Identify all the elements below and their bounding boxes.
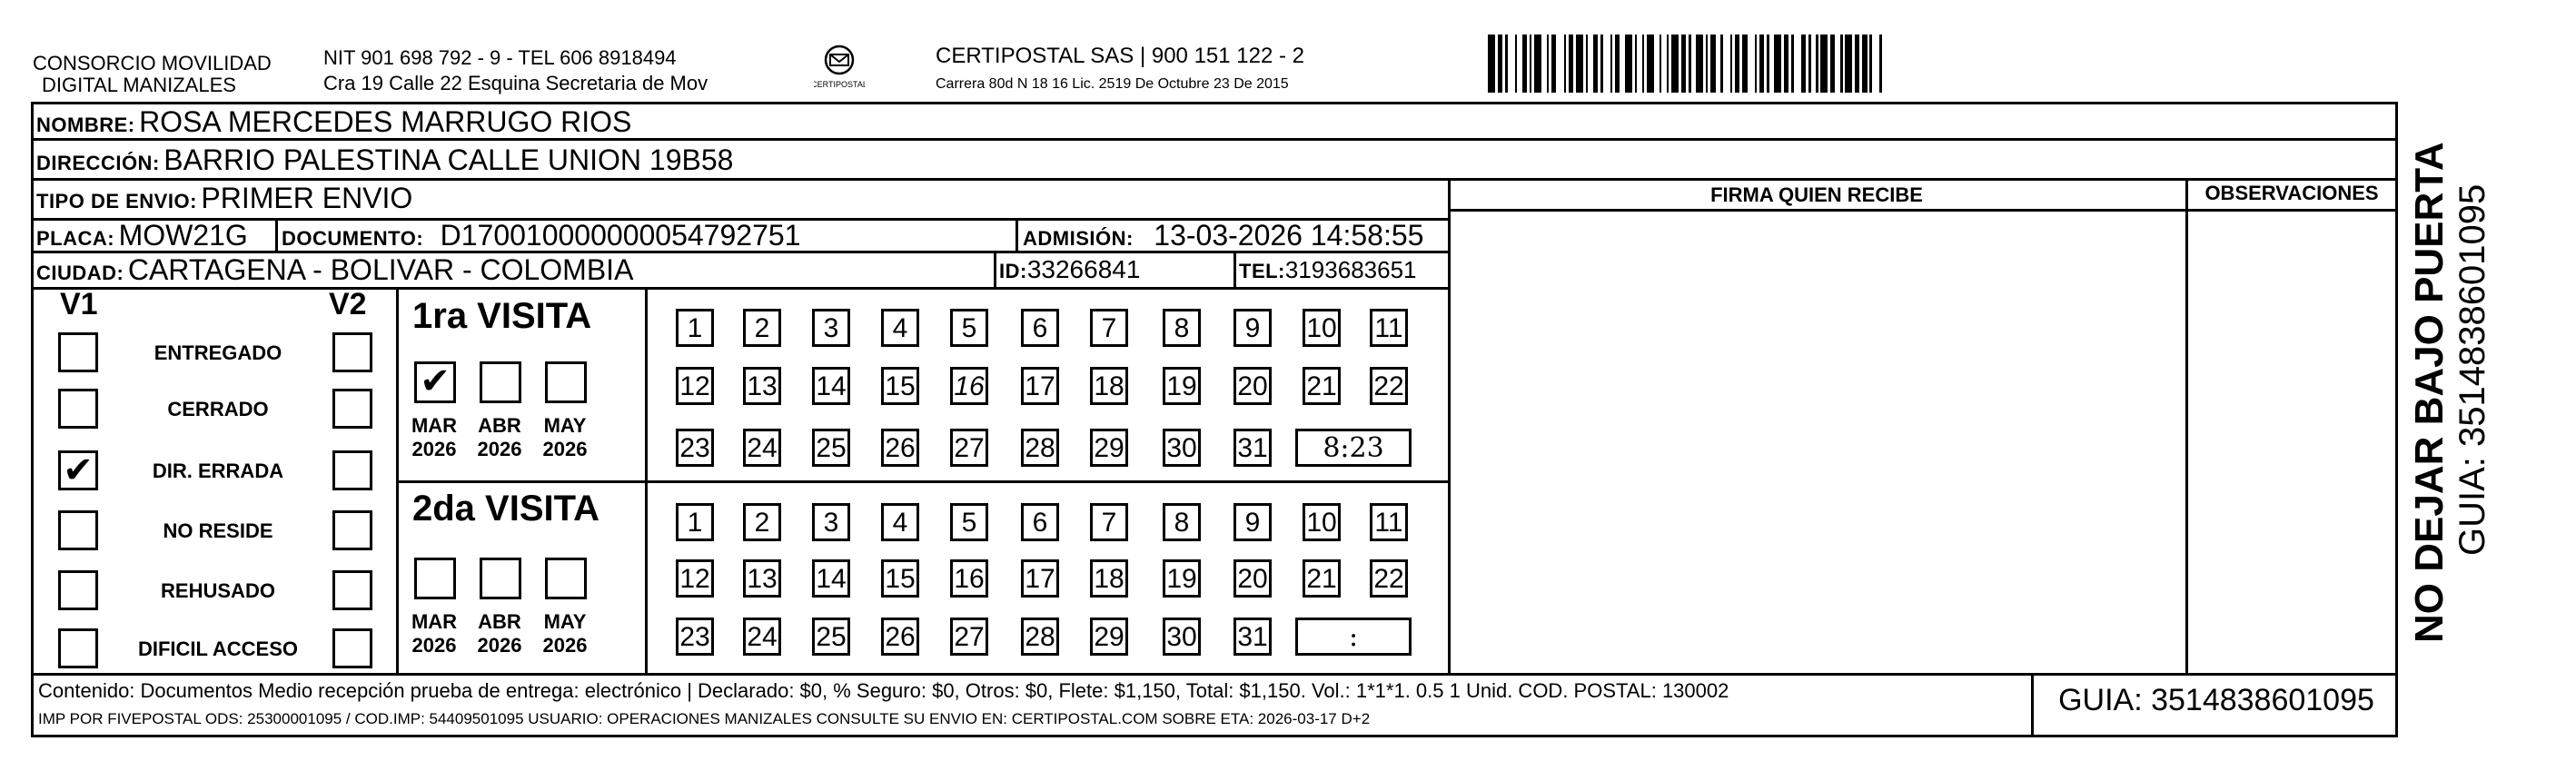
v1-checkbox[interactable]: ✔ — [58, 450, 98, 490]
footer-print-line: IMP POR FIVEPOSTAL ODS: 25300001095 / COD.IMP: 54409501095 USUARIO: OPERACIONES MANIZALES CONSULTE SU ENVIO EN: CERTIPOSTAL.COM SOBRE ETA: 2026-03-17 D+2 — [38, 710, 1371, 727]
barcode-bar — [1625, 35, 1632, 93]
first-visit-day-box[interactable]: 17 — [1021, 367, 1059, 405]
first-visit-day-box[interactable]: 29 — [1090, 429, 1128, 467]
first-visit-day-box[interactable]: 20 — [1234, 367, 1272, 405]
visit-divider — [396, 480, 1448, 483]
direccion-row — [36, 142, 733, 184]
second-visit-day-box[interactable]: 13 — [743, 559, 781, 598]
v1-checkbox[interactable] — [58, 570, 98, 610]
col-divider — [2031, 673, 2034, 737]
certipostal-logo — [814, 42, 865, 96]
first-visit-day-box[interactable]: 12 — [676, 367, 714, 405]
second-visit-month-checkbox[interactable] — [480, 558, 521, 599]
first-visit-day-box[interactable]: 14 — [812, 367, 850, 405]
first-visit-day-box[interactable]: 1 — [676, 309, 714, 347]
barcode-bar — [1671, 35, 1679, 93]
second-visit-day-box[interactable]: 4 — [881, 503, 919, 541]
documento-value: D170010000000054792751 — [440, 219, 801, 252]
second-visit-day-box[interactable]: 10 — [1303, 503, 1341, 541]
v1-checkbox[interactable] — [58, 510, 98, 550]
first-visit-day-box[interactable]: 23 — [676, 429, 714, 467]
second-visit-day-box[interactable]: 22 — [1370, 559, 1408, 598]
second-visit-day-box[interactable]: 29 — [1090, 618, 1128, 656]
barcode-bar — [1576, 35, 1583, 93]
nombre-value: ROSA MERCEDES MARRUGO RIOS — [139, 105, 632, 138]
nombre-row — [36, 104, 631, 146]
side-guia: GUIA: 3514838601095 — [2452, 183, 2492, 556]
status-label: NO RESIDE — [163, 519, 273, 542]
tel-row — [1239, 252, 1417, 292]
col-divider — [1448, 178, 1451, 673]
barcode-bar — [1488, 35, 1495, 93]
id-row — [999, 252, 1140, 292]
v2-checkbox[interactable] — [332, 332, 372, 372]
second-visit-day-box[interactable]: 8 — [1163, 503, 1201, 541]
barcode-bar — [1534, 35, 1541, 93]
footer-content-line: Contenido: Documentos Medio recepción prueba de entrega: electrónico | Declarado: $0, % Seguro: $0, Otros: $0, Flete: $1,150, Total: $1,150. Vol.: 1*1*1. 0.5 1 Unid. COD. POSTAL: 130002 — [38, 679, 1729, 702]
barcode-bar — [1774, 35, 1781, 93]
v1-header: V1 — [60, 287, 98, 321]
barcode-bar — [1508, 35, 1515, 93]
placa-value: MOW21G — [118, 219, 248, 252]
company-address: Cra 19 Calle 22 Esquina Secretaria de Mov — [323, 72, 708, 94]
company-nit: NIT 901 698 792 - 9 - TEL 606 8918494 — [323, 46, 677, 69]
second-visit-day-box[interactable]: 31 — [1234, 618, 1272, 656]
barcode-bar — [1603, 35, 1610, 93]
second-visit-day-box[interactable]: 24 — [743, 618, 781, 656]
admision-value: 13-03-2026 14:58:55 — [1154, 219, 1424, 252]
second-visit-time-box[interactable]: : — [1295, 618, 1412, 656]
first-visit-title: 1ra VISITA — [412, 296, 592, 336]
second-visit-day-box[interactable]: 23 — [676, 618, 714, 656]
second-visit-day-box[interactable]: 14 — [812, 559, 850, 598]
barcode-bar — [1647, 35, 1654, 93]
month-name: ABR — [478, 414, 521, 437]
status-label: DIR. ERRADA — [152, 460, 284, 482]
month-year: 2026 — [477, 634, 522, 657]
month-year: 2026 — [542, 634, 588, 657]
status-label: DIFICIL ACCESO — [137, 637, 298, 660]
second-visit-day-box[interactable]: 30 — [1163, 618, 1201, 656]
v2-checkbox[interactable] — [332, 450, 372, 490]
first-visit-day-box[interactable]: 6 — [1021, 309, 1059, 347]
first-visit-day-box[interactable]: 26 — [881, 429, 919, 467]
certipostal-header: CERTIPOSTAL SAS | 900 151 122 - 2 — [936, 44, 1304, 68]
id-label: ID: — [999, 260, 1027, 282]
month-name: MAY — [543, 610, 587, 633]
col-divider — [2185, 178, 2188, 673]
second-visit-day-box[interactable]: 17 — [1021, 559, 1059, 598]
barcode-bar — [1872, 35, 1879, 93]
second-visit-title: 2da VISITA — [412, 489, 599, 529]
first-visit-day-box[interactable]: 13 — [743, 367, 781, 405]
first-visit-month-label — [472, 414, 527, 461]
ciudad-value: CARTAGENA - BOLIVAR - COLOMBIA — [127, 253, 634, 286]
first-visit-day-box[interactable]: 4 — [881, 309, 919, 347]
first-visit-day-box[interactable]: 31 — [1234, 429, 1272, 467]
v1-checkbox[interactable] — [58, 628, 98, 668]
id-value: 33266841 — [1026, 255, 1141, 283]
first-visit-month-checkbox[interactable] — [480, 361, 521, 403]
company-name-line1: CONSORCIO MOVILIDAD — [33, 52, 272, 74]
month-year: 2026 — [411, 634, 457, 657]
second-visit-day-box[interactable]: 15 — [881, 559, 919, 598]
barcode-bar — [1748, 35, 1755, 93]
second-visit-day-box[interactable]: 28 — [1021, 618, 1059, 656]
barcode-bar — [1794, 35, 1801, 93]
barcode-bar — [1696, 35, 1703, 93]
v2-header: V2 — [329, 287, 367, 321]
second-visit-day-box[interactable]: 7 — [1090, 503, 1128, 541]
col-divider — [275, 218, 278, 251]
second-visit-day-box[interactable]: 1 — [676, 503, 714, 541]
first-visit-day-box[interactable]: 9 — [1234, 309, 1272, 347]
second-visit-day-box[interactable]: 18 — [1090, 559, 1128, 598]
first-visit-day-box[interactable]: 5 — [950, 309, 988, 347]
status-label: CERRADO — [167, 398, 269, 420]
row-divider — [31, 673, 2398, 676]
barcode-bar — [1882, 35, 1887, 93]
direccion-value: BARRIO PALESTINA CALLE UNION 19B58 — [163, 143, 734, 176]
tel-label: TEL: — [1239, 260, 1285, 282]
v2-checkbox[interactable] — [332, 570, 372, 610]
second-visit-day-box[interactable]: 20 — [1234, 559, 1272, 598]
observaciones-header: OBSERVACIONES — [2204, 182, 2379, 204]
v2-checkbox[interactable] — [332, 510, 372, 550]
v1-checkbox[interactable] — [58, 389, 98, 429]
first-visit-day-box[interactable]: 22 — [1370, 367, 1408, 405]
second-visit-day-box[interactable]: 16 — [950, 559, 988, 598]
second-visit-day-box[interactable]: 19 — [1163, 559, 1201, 598]
status-label: REHUSADO — [161, 579, 275, 602]
logo-text: CERTIPOSTAL — [814, 80, 865, 89]
second-visit-day-box[interactable]: 2 — [743, 503, 781, 541]
tipo-envio-row — [36, 180, 412, 222]
second-visit-day-box[interactable]: 21 — [1303, 559, 1341, 598]
status-label: ENTREGADO — [154, 341, 282, 364]
barcode-bar — [1723, 35, 1730, 93]
certipostal-logo-icon — [814, 42, 865, 96]
first-visit-day-box[interactable]: 27 — [950, 429, 988, 467]
barcode — [1488, 35, 2214, 93]
month-year: 2026 — [411, 438, 457, 460]
first-visit-day-box[interactable]: 24 — [743, 429, 781, 467]
second-visit-day-box[interactable]: 25 — [812, 618, 850, 656]
first-visit-day-box[interactable]: 28 — [1021, 429, 1059, 467]
barcode-bar — [1845, 35, 1852, 93]
side-warning: NO DEJAR BAJO PUERTA — [2407, 142, 2452, 643]
first-visit-time-box[interactable]: 8:23 — [1295, 429, 1412, 467]
first-visit-day-box[interactable]: 2 — [743, 309, 781, 347]
first-visit-day-box[interactable]: 25 — [812, 429, 850, 467]
second-visit-day-box[interactable]: 27 — [950, 618, 988, 656]
second-visit-day-box[interactable]: 3 — [812, 503, 850, 541]
placa-label: PLACA: — [36, 227, 115, 250]
first-visit-day-box[interactable]: 15 — [881, 367, 919, 405]
ciudad-label: CIUDAD: — [36, 262, 124, 284]
first-visit-month-checkbox[interactable]: ✔ — [414, 361, 456, 403]
second-visit-day-box[interactable]: 6 — [1021, 503, 1059, 541]
first-visit-day-box[interactable]: 30 — [1163, 429, 1201, 467]
firma-header: FIRMA QUIEN RECIBE — [1710, 183, 1923, 206]
month-name: MAR — [411, 610, 458, 633]
first-visit-day-box[interactable]: 11 — [1370, 309, 1408, 347]
second-visit-month-label — [407, 610, 461, 657]
first-visit-month-label — [538, 414, 592, 461]
first-visit-day-box[interactable]: 18 — [1090, 367, 1128, 405]
col-divider — [1016, 218, 1018, 251]
documento-label: DOCUMENTO: — [282, 227, 424, 250]
second-visit-day-box[interactable]: 26 — [881, 618, 919, 656]
admision-label: ADMISIÓN: — [1023, 227, 1134, 250]
guia-box: GUIA: 3514838601095 — [2058, 683, 2374, 717]
month-name: MAR — [411, 414, 458, 437]
second-visit-month-label — [538, 610, 592, 657]
nombre-label: NOMBRE: — [36, 114, 135, 136]
tipo-envio-value: PRIMER ENVIO — [201, 182, 413, 214]
tel-value: 3193683651 — [1284, 256, 1417, 283]
barcode-bar — [1820, 35, 1828, 93]
second-visit-day-box[interactable]: 12 — [676, 559, 714, 598]
month-year: 2026 — [542, 438, 588, 460]
second-visit-month-checkbox[interactable] — [545, 558, 587, 599]
v2-checkbox[interactable] — [332, 389, 372, 429]
second-visit-day-box[interactable]: 11 — [1370, 503, 1408, 541]
direccion-label: DIRECCIÓN: — [36, 152, 160, 174]
row-divider — [1448, 209, 2398, 212]
first-visit-day-box[interactable]: 8 — [1163, 309, 1201, 347]
first-visit-day-box[interactable]: 7 — [1090, 309, 1128, 347]
first-visit-day-box[interactable]: 21 — [1303, 367, 1341, 405]
first-visit-day-box[interactable]: 10 — [1303, 309, 1341, 347]
month-name: MAY — [543, 414, 587, 437]
col-divider — [994, 251, 996, 287]
company-name-line2: DIGITAL MANIZALES — [42, 74, 236, 96]
v1-checkbox[interactable] — [58, 332, 98, 372]
first-visit-day-box[interactable]: 3 — [812, 309, 850, 347]
first-visit-month-checkbox[interactable] — [545, 361, 587, 403]
first-visit-day-box[interactable]: 19 — [1163, 367, 1201, 405]
second-visit-day-box[interactable]: 5 — [950, 503, 988, 541]
barcode-bar — [1556, 35, 1563, 93]
second-visit-day-box[interactable]: 9 — [1234, 503, 1272, 541]
certipostal-license: Carrera 80d N 18 16 Lic. 2519 De Octubre 23 De 2015 — [936, 76, 1289, 92]
tipo-envio-label: TIPO DE ENVIO: — [36, 190, 197, 212]
first-visit-day-box[interactable]: 16 — [950, 367, 988, 405]
month-year: 2026 — [477, 438, 522, 460]
month-name: ABR — [478, 610, 521, 633]
second-visit-month-label — [472, 610, 527, 657]
v2-checkbox[interactable] — [332, 628, 372, 668]
second-visit-month-checkbox[interactable] — [414, 558, 456, 599]
first-visit-month-label — [407, 414, 461, 461]
